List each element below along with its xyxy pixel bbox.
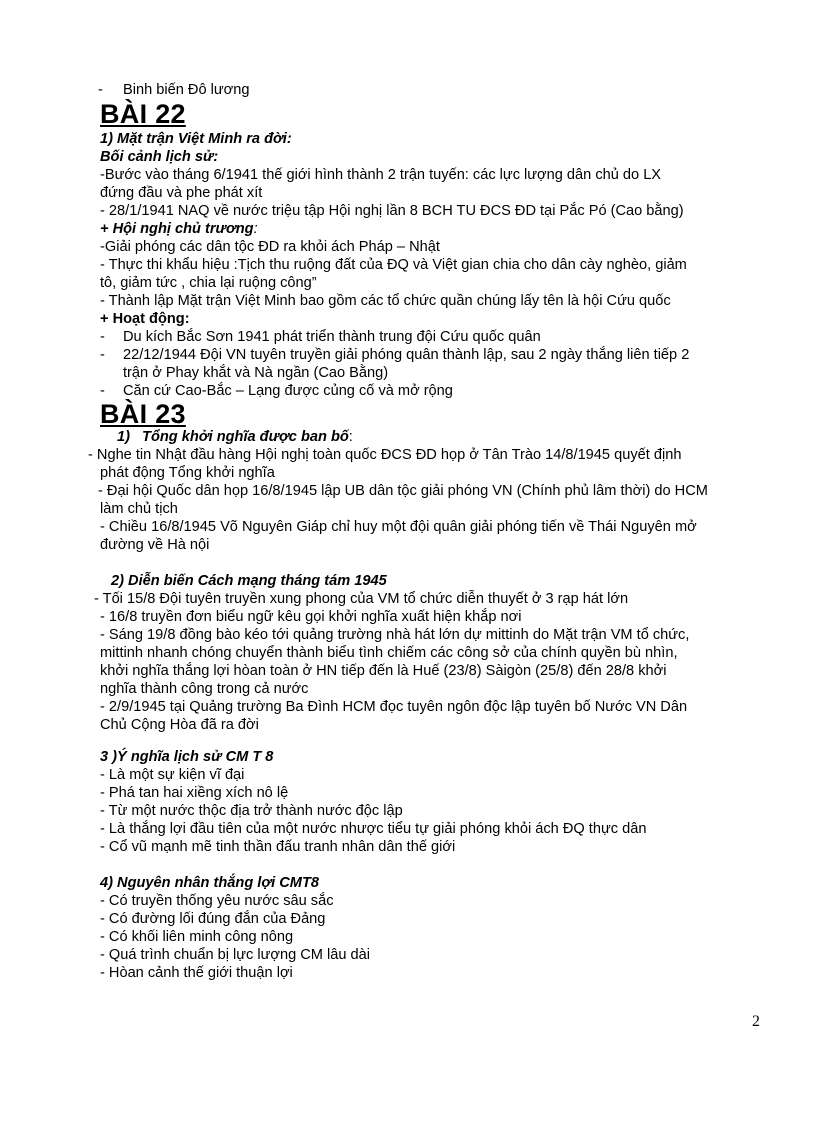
lesson-22-title: BÀI 22 [100,99,186,129]
lesson-23-section-1-heading [117,428,353,446]
section-2-line: - Sáng 19/8 đồng bào kéo tới quảng trường nhà hát lớn dự mittinh do Mặt trận VM tổ chức, [100,627,690,643]
lesson-23-title: BÀI 23 [100,399,186,429]
section-1-line: - Chiều 16/8/1945 Võ Nguyên Giáp chỉ huy một đội quân giải phóng tiến về Thái Nguyên mở [100,519,697,535]
section-2-line: Chủ Cộng Hòa đã ra đời [100,717,259,733]
policy-colon: : [253,221,258,237]
page-number: 2 [752,1013,760,1030]
section-title: Tổng khởi nghĩa được ban bố [142,429,349,445]
section-4-line: - Có khối liên minh công nông [100,929,294,945]
section-2-line: - Tối 15/8 Đội tuyên truyền xung phong của VM tổ chức diễn thuyết ở 3 rạp hát lớn [94,591,629,607]
section-3-line: - Cổ vũ mạnh mẽ tinh thần đấu tranh nhân dân thế giới [100,839,456,855]
section-1-line: làm chủ tịch [100,501,178,517]
section-number: 1) [117,429,130,445]
policy-line: -Giải phóng các dân tộc ĐD ra khỏi ách Pháp – Nhật [100,239,440,255]
section-3-line: - Từ một nước thộc địa trở thành nước độc lập [100,803,403,819]
activity-dash: - [100,383,105,399]
section-1-line: phát động Tổng khởi nghĩa [100,465,275,481]
section-1-line: - Nghe tin Nhật đầu hàng Hội nghị toàn quốc ĐCS ĐD họp ở Tân Trào 14/8/1945 quyết định [88,447,682,463]
intro-dash: - [98,82,103,98]
section-title: 3 )Ý nghĩa lịch sử CM T 8 [100,749,274,765]
intro-text: Binh biến Đô lương [123,82,250,98]
context-line: - 28/1/1941 NAQ về nước triệu tập Hội nghị lần 8 BCH TU ĐCS ĐD tại Pắc Pó (Cao bằng) [100,203,684,219]
activity-text: 22/12/1944 Đội VN tuyên truyền giải phóng quân thành lập, sau 2 ngày thắng liên tiếp 2 [123,347,690,363]
intro-bullet [98,81,103,99]
policy-line: - Thực thi khẩu hiệu :Tịch thu ruộng đất của ĐQ và Việt gian chia cho dân cày nghèo, giảm [100,257,687,273]
policy-line: - Thành lập Mặt trận Việt Minh bao gồm các tổ chức quần chúng lấy tên là hội Cứu quốc [100,293,671,309]
section-2-line: - 16/8 truyền đơn biểu ngữ kêu gọi khởi nghĩa xuất hiện khắp nơi [100,609,522,625]
section-colon: : [348,429,353,445]
lesson-23-section-2-heading: 2) Diễn biến Cách mạng tháng tám 1945 [111,573,387,589]
section-1-line: đường về Hà nội [100,537,210,553]
section-4-line: - Quá trình chuẩn bị lực lượng CM lâu dài [100,947,371,963]
context-line: -Bước vào tháng 6/1941 thế giới hình thành 2 trận tuyến: các lực lượng dân chủ do LX [100,167,662,183]
policy-label: + Hội nghị chủ trương [100,221,254,237]
section-4-line: - Hòan cảnh thế giới thuận lợi [100,965,293,981]
section-3-line: - Phá tan hai xiềng xích nô lệ [100,785,289,801]
lesson-23-section-4-heading [100,874,319,892]
activity-label: + Hoạt động: [100,311,190,327]
context-line: đứng đầu và phe phát xít [100,185,263,201]
section-4-line: - Có truyền thống yêu nước sâu sắc [100,893,334,909]
lesson-22-section-1-heading: 1) Mặt trận Việt Minh ra đời: [100,131,292,147]
policy-label-line [100,220,258,238]
policy-line: tô, giảm tức , chia lại ruộng công” [100,275,317,291]
activity-dash: - [100,347,105,363]
lesson-23-section-3-heading [100,748,273,766]
section-4-line: - Có đường lối đúng đắn của Đảng [100,911,326,927]
section-2-line: nghĩa thành công trong cả nước [100,681,309,697]
section-title: 4) Nguyên nhân thắng lợi CMT8 [100,875,319,891]
section-3-line: - Là thắng lợi đầu tiên của một nước nhược tiểu tự giải phóng khỏi ách ĐQ thực dân [100,821,647,837]
section-2-line: - 2/9/1945 tại Quảng trường Ba Đình HCM đọc tuyên ngôn độc lập tuyên bố Nước VN Dân [100,699,688,715]
section-3-line: - Là một sự kiện vĩ đại [100,767,245,783]
activity-text: Du kích Bắc Sơn 1941 phát triển thành trung đội Cứu quốc quân [123,329,541,345]
activity-dash: - [100,329,105,345]
section-2-line: mittinh nhanh chóng chuyển thành biểu tình chiếm các công sở của chính quyền bù nhìn, [100,645,678,661]
activity-text: Căn cứ Cao-Bắc – Lạng được củng cố và mở rộng [123,383,453,399]
section-2-line: khởi nghĩa thắng lợi hòan toàn ở HN tiếp đến là Huế (23/8) Sàigòn (25/8) đến 28/8 khởi [100,663,667,679]
activity-text: trận ở Phay khắt và Nà ngần (Cao Bằng) [123,365,389,381]
section-1-line: - Đại hội Quốc dân họp 16/8/1945 lập UB dân tộc giải phóng VN (Chính phủ lâm thời) do HCM [98,483,708,499]
context-label: Bối cảnh lịch sử: [100,149,219,165]
